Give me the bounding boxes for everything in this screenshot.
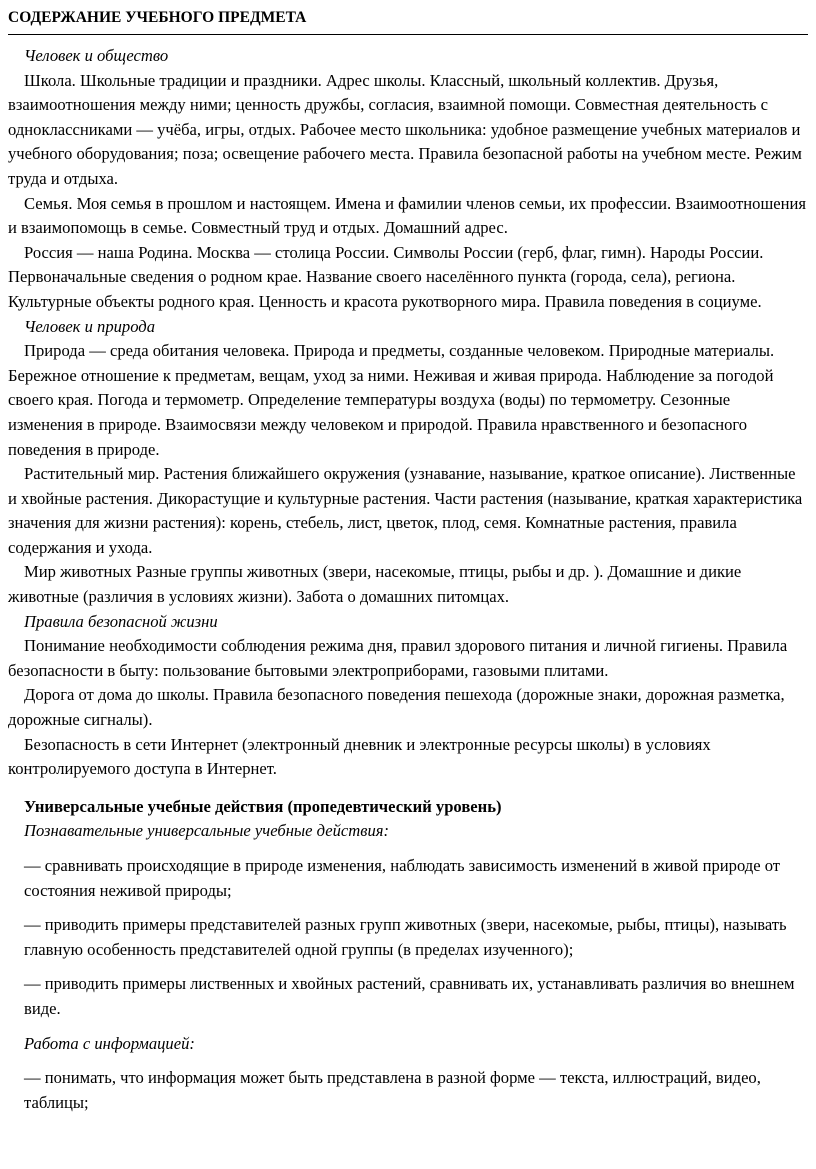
document-body bbox=[8, 44, 808, 1115]
list-item: — сравнивать происходящие в природе изменения, наблюдать зависимость изменений в живой природе от состояния неживой природы; bbox=[24, 856, 781, 900]
paragraph-russia: Россия — наша Родина. Москва — столица России. Символы России (герб, флаг, гимн). Народы России. Первоначальные сведения о родном крае. Название своего населённого пункта (города, села), региона. Культурные объекты родного края. Ценность и красота рукотворного мира. Правила поведения в социуме. bbox=[8, 242, 764, 311]
list-item: — понимать, что информация может быть представлена в разной форме — текста, иллюстраций, видео, таблицы; bbox=[24, 1068, 761, 1112]
paragraph-family: Семья. Моя семья в прошлом и настоящем. Имена и фамилии членов семьи, их профессии. Взаимоотношения и взаимопомощь в семье. Совместный труд и отдых. Домашний адрес. bbox=[8, 193, 807, 238]
paragraph-internet: Безопасность в сети Интернет (электронный дневник и электронные ресурсы школы) в условиях контролируемого доступа в Интернет. bbox=[8, 734, 711, 779]
paragraph-nature: Природа — среда обитания человека. Природа и предметы, созданные человеком. Природные материалы. Бережное отношение к предметам, вещам, уход за ними. Неживая и живая природа. Наблюдение за погодой своего края. Погода и термометр. Определение температуры воздуха (воды) по термометру. Сезонные изменения в природе. Взаимосвязи между человеком и природой. Правила нравственного и безопасного поведения в природе. bbox=[8, 341, 775, 459]
uud-information-heading: Работа с информацией: bbox=[24, 1033, 195, 1053]
paragraph-school: Школа. Школьные традиции и праздники. Адрес школы. Классный, школьный коллектив. Друзья, взаимоотношения между ними; ценность дружбы, согласия, взаимной помощи. Совместная деятельность с одноклассниками — учёба, игры, отдых. Рабочее место школьника: удобное размещение учебных материалов и учебного оборудования; поза; освещение рабочего места. Правила безопасной работы на учебном месте. Режим труда и отдыха. bbox=[8, 70, 802, 188]
list-item: — приводить примеры лиственных и хвойных растений, сравнивать их, устанавливать различия во внешнем виде. bbox=[24, 974, 795, 1018]
paragraph-daily-routine: Понимание необходимости соблюдения режима дня, правил здорового питания и личной гигиены. Правила безопасности в быту: пользование бытовыми электроприборами, газовыми плитами. bbox=[8, 636, 788, 680]
section-heading-safety: Правила безопасной жизни bbox=[24, 611, 218, 631]
paragraph-road: Дорога от дома до школы. Правила безопасного поведения пешехода (дорожные знаки, дорожная разметка, дорожные сигналы). bbox=[8, 685, 785, 730]
page-title: СОДЕРЖАНИЕ УЧЕБНОГО ПРЕДМЕТА bbox=[8, 9, 307, 26]
title-underline bbox=[8, 34, 808, 35]
document-page bbox=[8, 0, 808, 1115]
uud-heading: Универсальные учебные действия (пропедевтический уровень) bbox=[24, 796, 502, 816]
paragraph-plants: Растительный мир. Растения ближайшего окружения (узнавание, называние, краткое описание). Лиственные и хвойные растения. Дикорастущие и культурные растения. Части растения (называние, краткая характеристика значения для жизни растения): корень, стебель, лист, цветок, плод, семя. Комнатные растения, правила содержания и ухода. bbox=[8, 464, 803, 557]
list-item: — приводить примеры представителей разных групп животных (звери, насекомые, рыбы, птицы), называть главную особенность представителей одной группы (в пределах изученного); bbox=[24, 915, 787, 959]
paragraph-animals: Мир животных Разные группы животных (звери, насекомые, птицы, рыбы и др. ). Домашние и дикие животные (различия в условиях жизни). Забота о домашних питомцах. bbox=[8, 562, 742, 607]
section-heading-nature: Человек и природа bbox=[24, 316, 155, 336]
uud-cognitive-heading: Познавательные универсальные учебные действия: bbox=[24, 821, 390, 841]
section-heading-society: Человек и общество bbox=[24, 46, 169, 65]
